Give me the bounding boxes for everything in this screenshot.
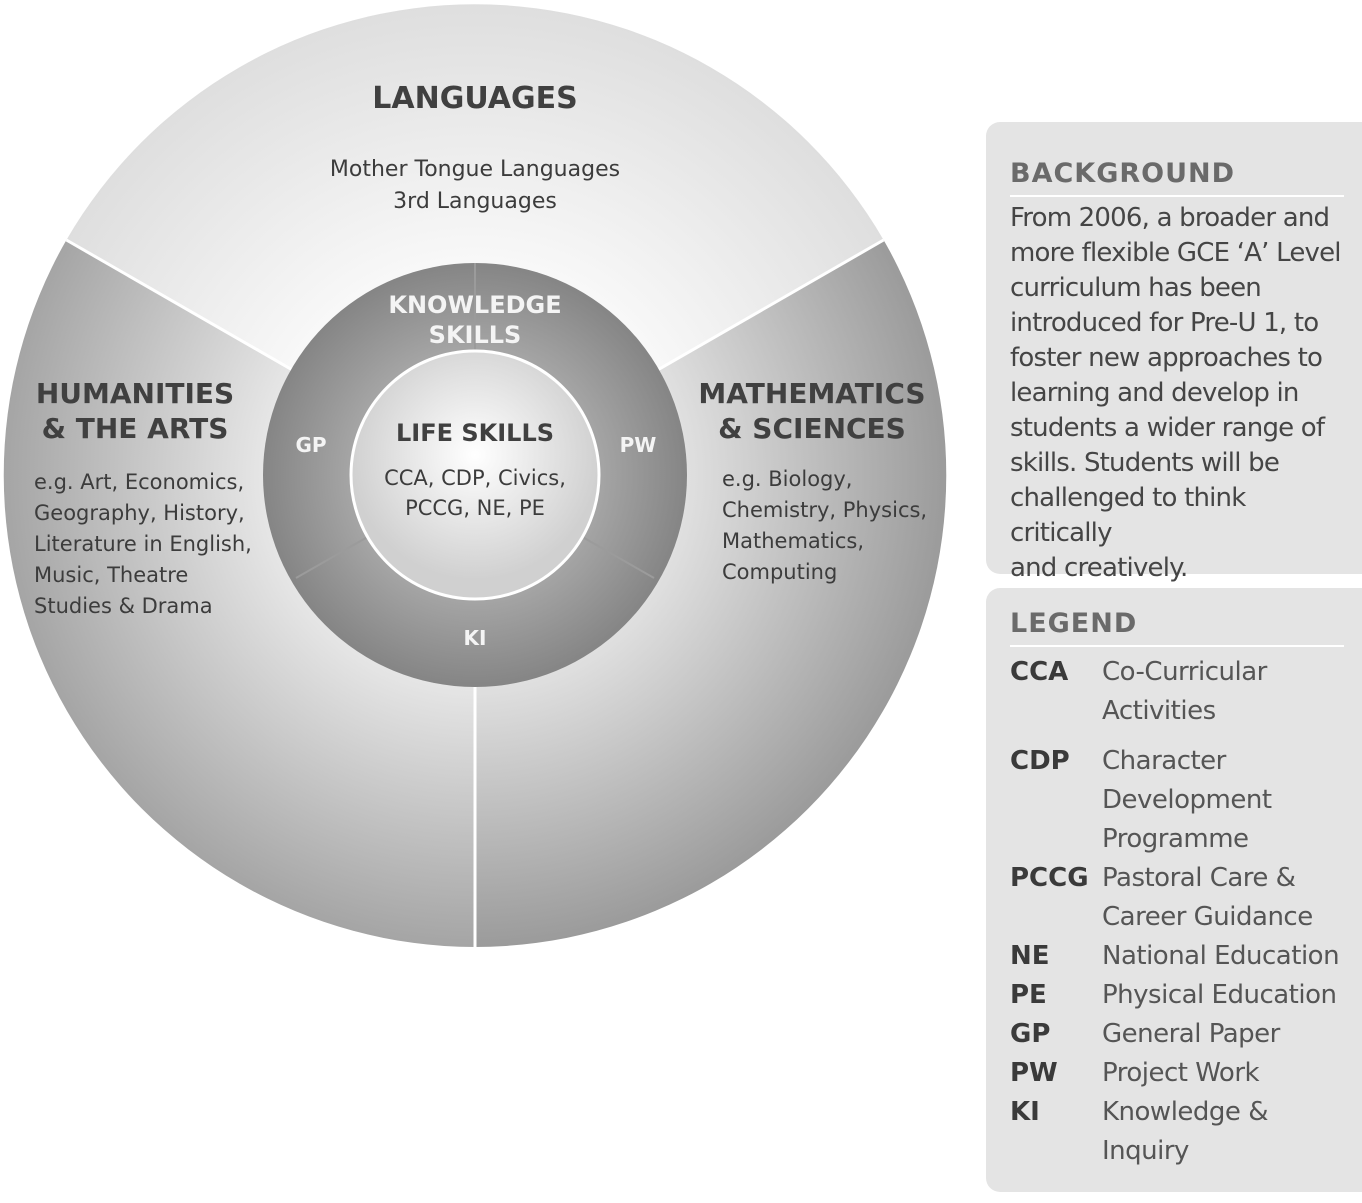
- legend-definition: [1102, 653, 1267, 731]
- legend-definition: [1102, 1054, 1259, 1093]
- legend-panel: [986, 588, 1362, 1192]
- sciences-line-4: Computing: [722, 560, 838, 584]
- legend-item: [1010, 937, 1352, 976]
- legend-abbr: KI: [1010, 1097, 1040, 1127]
- sciences-line-3: Mathematics,: [722, 529, 865, 553]
- background-line: students a wider range of: [1010, 413, 1325, 443]
- legend-def-line: Inquiry: [1102, 1136, 1189, 1166]
- legend-abbr: GP: [1010, 1019, 1051, 1049]
- languages-line-2: 3rd Languages: [393, 189, 557, 214]
- background-line: introduced for Pre-U 1, to: [1010, 308, 1319, 338]
- background-line: curriculum has been: [1010, 273, 1261, 303]
- legend-item: [1010, 1015, 1352, 1054]
- legend-item: [1010, 653, 1352, 731]
- background-text: [1010, 201, 1348, 586]
- humanities-line-5: Studies & Drama: [34, 594, 213, 618]
- background-panel: [986, 122, 1362, 583]
- legend-abbr: PW: [1010, 1058, 1058, 1088]
- legend-item: [1010, 742, 1352, 859]
- sciences-title-line-2: & SCIENCES: [718, 412, 906, 445]
- legend-def-line: Knowledge &: [1102, 1097, 1268, 1127]
- legend-item: [1010, 1093, 1352, 1171]
- legend-abbr: CDP: [1010, 746, 1070, 776]
- legend-definition: [1102, 1015, 1280, 1054]
- gp-label: GP: [295, 433, 327, 457]
- legend-list: [1010, 653, 1352, 1171]
- life-skills-line-1: CCA, CDP, Civics,: [384, 466, 566, 490]
- humanities-line-3: Literature in English,: [34, 532, 252, 556]
- background-line: From 2006, a broader and: [1010, 203, 1330, 233]
- life-skills-line-2: PCCG, NE, PE: [405, 496, 545, 520]
- humanities-title-line-1: HUMANITIES: [35, 377, 235, 410]
- background-line: and creatively.: [1010, 553, 1188, 583]
- legend-abbr: PE: [1010, 980, 1047, 1010]
- knowledge-skills-title-line-1: KNOWLEDGE: [388, 291, 562, 319]
- legend-def-line: Co-Curricular: [1102, 657, 1267, 687]
- legend-def-line: Programme: [1102, 824, 1249, 854]
- humanities-line-1: e.g. Art, Economics,: [34, 470, 245, 494]
- background-heading: BACKGROUND: [1010, 122, 1344, 197]
- legend-def-line: Physical Education: [1102, 980, 1337, 1010]
- background-line: learning and develop in: [1010, 378, 1299, 408]
- legend-abbr: CCA: [1010, 657, 1069, 687]
- background-line: foster new approaches to: [1010, 343, 1323, 373]
- legend-definition: [1102, 937, 1339, 976]
- sciences-title-line-1: MATHEMATICS: [698, 377, 926, 410]
- background-line: challenged to think critically: [1010, 483, 1246, 548]
- legend-abbr: NE: [1010, 941, 1050, 971]
- legend-definition: [1102, 859, 1313, 937]
- legend-def-line: Character: [1102, 746, 1226, 776]
- legend-item: [1010, 1054, 1352, 1093]
- humanities-line-4: Music, Theatre: [34, 563, 189, 587]
- life-skills-title: LIFE SKILLS: [395, 419, 555, 447]
- background-line: skills. Students will be: [1010, 448, 1280, 478]
- legend-def-line: National Education: [1102, 941, 1340, 971]
- legend-def-line: Pastoral Care &: [1102, 863, 1296, 893]
- legend-item: [1010, 859, 1352, 937]
- background-line: more flexible GCE ‘A’ Level: [1010, 238, 1341, 268]
- legend-heading: LEGEND: [1010, 588, 1344, 647]
- legend-abbr: PCCG: [1010, 863, 1089, 893]
- languages-title: LANGUAGES: [372, 81, 578, 116]
- knowledge-skills-title-line-2: SKILLS: [428, 321, 522, 349]
- pw-label: PW: [619, 433, 657, 457]
- legend-definition: [1102, 742, 1272, 859]
- legend-definition: [1102, 1093, 1268, 1171]
- legend-def-line: Career Guidance: [1102, 902, 1313, 932]
- sciences-line-1: e.g. Biology,: [722, 467, 853, 491]
- legend-definition: [1102, 976, 1336, 1015]
- sciences-line-2: Chemistry, Physics,: [722, 498, 928, 522]
- languages-line-1: Mother Tongue Languages: [329, 157, 621, 182]
- legend-def-line: Development: [1102, 785, 1272, 815]
- legend-def-line: Project Work: [1102, 1058, 1260, 1088]
- legend-item: [1010, 976, 1352, 1015]
- humanities-line-2: Geography, History,: [34, 501, 245, 525]
- ki-label: KI: [463, 626, 487, 650]
- legend-def-line: Activities: [1102, 696, 1216, 726]
- legend-def-line: General Paper: [1102, 1019, 1280, 1049]
- humanities-title-line-2: & THE ARTS: [41, 412, 229, 445]
